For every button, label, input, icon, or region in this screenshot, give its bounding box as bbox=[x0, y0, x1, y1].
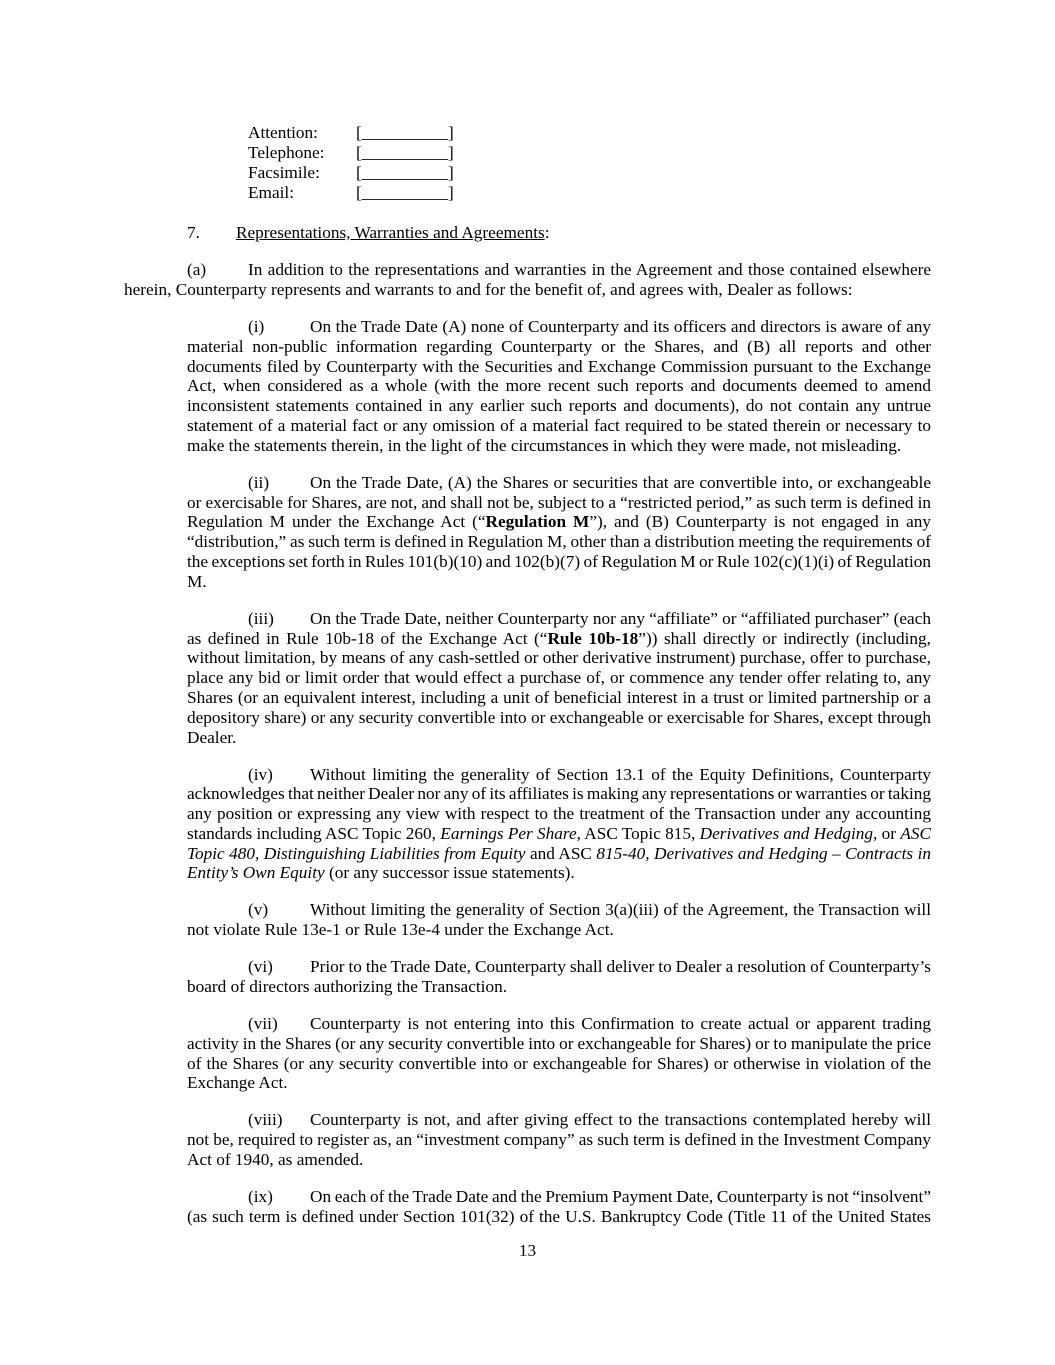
italic-text: Topic 480, Distinguishing Liabilities from Equity bbox=[187, 843, 526, 863]
line-content bbox=[187, 552, 931, 572]
line-text: the exceptions set forth in Rules 101(b)(10) and 102(b)(7) of Regulation M or Rule 102(c)(1)(i) of Regulation bbox=[187, 551, 931, 571]
text-line bbox=[187, 824, 931, 844]
line-text: , ASC Topic 815, bbox=[576, 823, 700, 843]
line-text: On the Trade Date, neither Counterparty nor any “affiliate” or “affiliated purchaser” (each bbox=[310, 608, 931, 628]
text-line bbox=[187, 1034, 931, 1054]
line-text: and ASC bbox=[525, 843, 597, 863]
line-content bbox=[187, 863, 575, 883]
page-number: 13 bbox=[518, 1241, 537, 1260]
line-content bbox=[187, 337, 931, 357]
contact-blank: [__________] bbox=[356, 183, 454, 202]
italic-text: 815-40, Derivatives and Hedging – Contracts in bbox=[596, 843, 931, 863]
line-content bbox=[187, 728, 236, 748]
line-content bbox=[187, 804, 931, 824]
text-line bbox=[187, 493, 931, 513]
line-text: Counterparty is not entering into this Confirmation to create actual or apparent trading bbox=[310, 1014, 931, 1034]
text-line bbox=[187, 1187, 931, 1207]
section-number: 7. bbox=[187, 223, 200, 242]
line-text: In addition to the representations and warranties in the Agreement and those contained elsewhere bbox=[248, 260, 931, 279]
line-text: ”), and (B) Counterparty is not engaged in any bbox=[589, 512, 932, 532]
line-content bbox=[310, 609, 931, 629]
line-content bbox=[187, 688, 931, 708]
line-text: or exercisable for Shares, are not, and shall not be, subject to a “restricted period,” as such term is defined in bbox=[187, 492, 931, 512]
text-line bbox=[187, 376, 931, 396]
line-content bbox=[187, 357, 931, 377]
line-text: On the Trade Date (A) none of Counterparty and its officers and directors is aware of any bbox=[310, 317, 931, 336]
text-line bbox=[124, 260, 931, 280]
clause-label: (ix) bbox=[248, 1186, 273, 1206]
line-text: M. bbox=[187, 571, 207, 591]
line-content bbox=[187, 1054, 931, 1074]
text-line bbox=[187, 648, 931, 668]
text-line bbox=[187, 920, 931, 940]
text-line bbox=[187, 977, 931, 997]
text-line bbox=[187, 337, 931, 357]
line-text: On each of the Trade Date and the Premium Payment Date, Counterparty is not “insolvent” bbox=[310, 1186, 931, 1206]
line-text: depository share) or any security convertible into or exchangeable or exercisable for Shares, except through bbox=[187, 707, 931, 727]
line-text: Act of 1940, as amended. bbox=[187, 1150, 364, 1169]
line-text: board of directors authorizing the Transaction. bbox=[187, 977, 508, 997]
section-heading bbox=[187, 223, 687, 243]
contact-row-facsimile bbox=[248, 163, 548, 183]
line-content bbox=[187, 512, 931, 532]
text-line bbox=[187, 532, 931, 552]
italic-text: ASC bbox=[900, 823, 931, 843]
italic-text: Entity’s Own Equity bbox=[187, 863, 325, 883]
text-line bbox=[187, 572, 931, 592]
contact-block bbox=[248, 123, 548, 203]
clause-vii bbox=[187, 1014, 931, 1093]
line-content bbox=[187, 376, 931, 396]
line-content bbox=[187, 844, 931, 864]
text-line bbox=[187, 1073, 931, 1093]
line-content bbox=[187, 1130, 931, 1150]
line-content bbox=[187, 668, 931, 688]
clause-list bbox=[187, 317, 931, 1244]
line-text: Shares (or an equivalent interest, including a unit of beneficial interest in a trust or limited partnership or a bbox=[187, 687, 931, 707]
text-line bbox=[187, 784, 931, 804]
contact-label: Email: bbox=[248, 183, 294, 202]
line-content bbox=[187, 1207, 931, 1227]
text-line bbox=[124, 280, 931, 300]
clause-i bbox=[187, 317, 931, 456]
line-text: material non-public information regarding Counterparty or the Shares, and (B) all reports and other bbox=[187, 336, 931, 356]
line-text: not violate Rule 13e-1 or Rule 13e-4 under the Exchange Act. bbox=[187, 920, 614, 940]
line-content bbox=[310, 1014, 931, 1034]
line-text: ”)) shall directly or indirectly (including, bbox=[638, 628, 931, 648]
line-content bbox=[187, 436, 901, 456]
clause-label: (iv) bbox=[248, 764, 273, 784]
text-line bbox=[187, 765, 931, 785]
clause-ii bbox=[187, 473, 931, 592]
line-text: Without limiting the generality of Section 13.1 of the Equity Definitions, Counterparty bbox=[310, 764, 931, 784]
line-content bbox=[310, 957, 931, 977]
line-content bbox=[187, 784, 931, 804]
clause-label: (v) bbox=[248, 900, 269, 920]
clause-viii bbox=[187, 1110, 931, 1169]
text-line bbox=[187, 1207, 931, 1227]
clause-ix bbox=[187, 1187, 931, 1227]
section-title-suffix: : bbox=[544, 223, 550, 242]
line-content bbox=[187, 629, 931, 649]
contact-label: Attention: bbox=[248, 123, 318, 142]
line-content bbox=[187, 1073, 288, 1093]
text-line bbox=[187, 396, 931, 416]
text-line bbox=[187, 957, 931, 977]
line-content bbox=[124, 280, 853, 300]
italic-text: Derivatives and Hedging bbox=[699, 823, 874, 843]
line-text: activity in the Shares (or any security convertible into or exchangeable for Shares) or to manipulate the price bbox=[187, 1033, 931, 1053]
line-text: “distribution,” as such term is defined in Regulation M, other than a distribution meeting the requirements of bbox=[187, 532, 931, 552]
clause-a bbox=[124, 260, 931, 300]
line-content bbox=[187, 920, 614, 940]
line-text: of the Shares (or any security convertible into or exchangeable for Shares) or otherwise in violation of the bbox=[187, 1053, 931, 1073]
line-text: On the Trade Date, (A) the Shares or securities that are convertible into, or exchangeable bbox=[310, 472, 931, 492]
line-text: place any bid or limit order that would effect a purchase of, or commence any tender offer relating to, any bbox=[187, 668, 931, 688]
line-text: not be, required to register as, an “investment company” as such term is defined in the Investment Company bbox=[187, 1130, 931, 1150]
contact-label: Facsimile: bbox=[248, 163, 320, 182]
text-line bbox=[187, 1054, 931, 1074]
line-content bbox=[248, 260, 931, 280]
line-text: Prior to the Trade Date, Counterparty shall deliver to Dealer a resolution of Counterparty’s bbox=[310, 957, 931, 977]
clause-iv bbox=[187, 765, 931, 884]
clause-v bbox=[187, 900, 931, 940]
line-text: inconsistent statements contained in any earlier such reports and documents), do not contain any untrue bbox=[187, 396, 931, 416]
contact-row-attention bbox=[248, 123, 548, 143]
text-line bbox=[187, 668, 931, 688]
text-line bbox=[187, 436, 931, 456]
line-text: without limitation, by means of any cash-settled or other derivative instrument) purchase, offer to purchase, bbox=[187, 648, 931, 668]
contact-blank: [__________] bbox=[356, 163, 454, 182]
line-text: any position or expressing any view with respect to the treatment of the Transaction under any accounting bbox=[187, 804, 931, 824]
contact-blank: [__________] bbox=[356, 123, 454, 142]
clause-label: (vi) bbox=[248, 957, 273, 977]
text-line bbox=[187, 512, 931, 532]
line-text: Regulation M under the Exchange Act (“ bbox=[187, 512, 486, 532]
text-line bbox=[187, 863, 931, 883]
contact-row-telephone bbox=[248, 143, 548, 163]
line-text: standards including ASC Topic 260, bbox=[187, 823, 441, 843]
contact-label: Telephone: bbox=[248, 143, 325, 162]
text-line bbox=[187, 900, 931, 920]
line-content bbox=[187, 1150, 363, 1170]
line-content bbox=[187, 824, 931, 844]
line-content bbox=[187, 977, 507, 997]
text-line bbox=[187, 1150, 931, 1170]
text-line bbox=[187, 688, 931, 708]
line-content bbox=[310, 473, 931, 493]
text-line bbox=[187, 728, 931, 748]
clause-label: (a) bbox=[187, 260, 207, 279]
clause-label: (vii) bbox=[248, 1014, 278, 1034]
clause-label: (iii) bbox=[248, 608, 274, 628]
text-line bbox=[187, 609, 931, 629]
clause-iii bbox=[187, 609, 931, 748]
line-text: herein, Counterparty represents and warrants to and for the benefit of, and agrees with, Dealer as follows: bbox=[124, 279, 853, 299]
line-content bbox=[187, 572, 207, 592]
text-line bbox=[187, 1130, 931, 1150]
section-title: Representations, Warranties and Agreements bbox=[236, 223, 545, 242]
text-line bbox=[187, 317, 931, 337]
clause-vi bbox=[187, 957, 931, 997]
text-line bbox=[187, 1110, 931, 1130]
line-text: acknowledges that neither Dealer nor any of its affiliates is making any representations or warranties or taking bbox=[187, 784, 931, 804]
line-text: , or bbox=[873, 823, 901, 843]
line-content bbox=[187, 1034, 931, 1054]
line-content bbox=[310, 900, 931, 920]
text-line bbox=[187, 1014, 931, 1034]
line-content bbox=[310, 1110, 931, 1130]
text-line bbox=[187, 473, 931, 493]
text-line bbox=[187, 804, 931, 824]
section-title-wrap bbox=[236, 223, 550, 243]
line-text: Exchange Act. bbox=[187, 1073, 288, 1093]
text-line bbox=[187, 844, 931, 864]
line-text: (or any successor issue statements). bbox=[324, 863, 575, 883]
contact-row-email bbox=[248, 183, 548, 203]
line-content bbox=[187, 396, 931, 416]
defined-term: Regulation M bbox=[485, 512, 590, 532]
line-text: documents filed by Counterparty with the Securities and Exchange Commission pursuant to the Exchange bbox=[187, 356, 931, 376]
intro-paragraph bbox=[124, 260, 931, 300]
line-text: Dealer. bbox=[187, 727, 237, 747]
line-text: (as such term is defined under Section 101(32) of the U.S. Bankruptcy Code (Title 11 of the United States bbox=[187, 1206, 931, 1226]
clause-label: (ii) bbox=[248, 472, 270, 492]
line-content bbox=[187, 416, 931, 436]
text-line bbox=[187, 357, 931, 377]
line-text: Counterparty is not, and after giving effect to the transactions contemplated hereby will bbox=[310, 1110, 931, 1130]
text-line bbox=[187, 416, 931, 436]
italic-text: Earnings Per Share bbox=[440, 823, 577, 843]
line-content bbox=[310, 1187, 931, 1207]
line-content bbox=[187, 493, 931, 513]
text-line bbox=[187, 552, 931, 572]
text-line bbox=[187, 629, 931, 649]
contact-blank: [__________] bbox=[356, 143, 454, 162]
line-content bbox=[310, 765, 931, 785]
text-line bbox=[187, 708, 931, 728]
clause-label: (i) bbox=[248, 317, 265, 336]
line-text: statement of a material fact or any omission of a material fact required to be stated therein or necessary to bbox=[187, 415, 931, 435]
clause-label: (viii) bbox=[248, 1110, 283, 1130]
line-content bbox=[187, 648, 931, 668]
line-text: as defined in Rule 10b-18 of the Exchange Act (“ bbox=[187, 628, 548, 648]
line-content bbox=[310, 317, 931, 337]
line-content bbox=[187, 532, 931, 552]
line-content bbox=[187, 708, 931, 728]
defined-term: Rule 10b-18 bbox=[547, 628, 639, 648]
line-text: Without limiting the generality of Section 3(a)(iii) of the Agreement, the Transaction will bbox=[310, 900, 931, 920]
line-text: make the statements therein, in the light of the circumstances in which they were made, not misleading. bbox=[187, 435, 902, 455]
line-text: Act, when considered as a whole (with the more recent such reports and documents deemed to amend bbox=[187, 376, 931, 396]
